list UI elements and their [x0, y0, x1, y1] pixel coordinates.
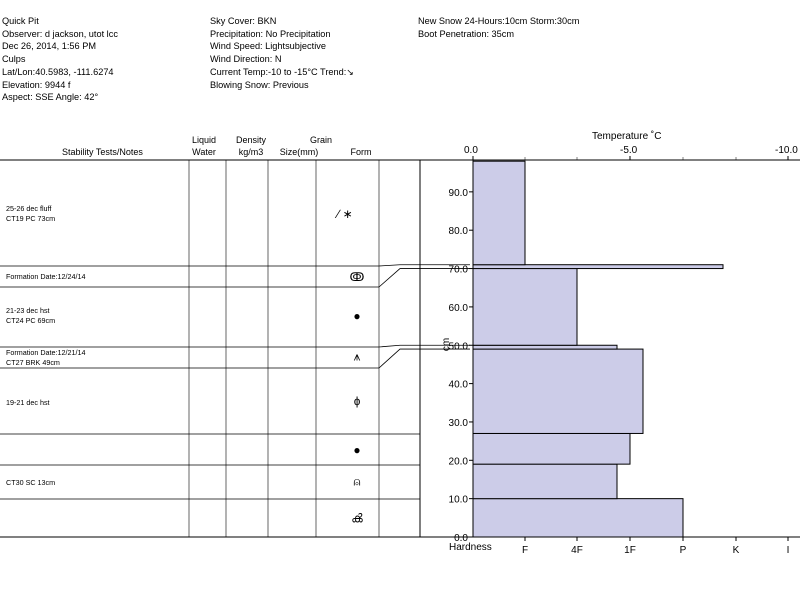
liquid-header-1: Liquid — [191, 135, 217, 145]
layer-note: CT30 SC 13cm — [6, 478, 56, 487]
grain-form-icon: ⩚ — [353, 349, 361, 364]
hardness-bar-0 — [473, 499, 683, 537]
location: Culps — [2, 54, 26, 65]
layer-note: 19-21 dec hst — [6, 398, 50, 407]
y-tick-label: 20.0 — [448, 456, 468, 468]
density-header-1: Density — [235, 135, 266, 145]
grain-form-icon: ∕ ∗ — [337, 207, 353, 221]
current-temp: Current Temp:-10 to -15°C Trend:↘ — [210, 66, 354, 77]
y-tick-label: 40.0 — [448, 379, 468, 391]
grain-form-icon: ● — [353, 443, 361, 457]
y-tick-label: 90.0 — [448, 187, 468, 199]
y-tick-label: 60.0 — [448, 302, 468, 314]
hardness-bar-2 — [473, 433, 630, 464]
form-header: Form — [350, 147, 372, 157]
sky-cover: Sky Cover: BKN — [210, 16, 277, 26]
y-tick-label: 10.0 — [448, 494, 468, 506]
y-axis-label: cm — [441, 337, 453, 352]
layer-note: CT27 BRK 49cm — [6, 358, 60, 367]
temp-tick-0: 0.0 — [464, 145, 478, 156]
layer-note: 25-26 dec fluff — [6, 204, 52, 213]
new-snow: New Snow 24-Hours:10cm Storm:30cm — [418, 16, 580, 26]
hardness-tick-label: K — [732, 545, 740, 556]
wind-direction: Wind Direction: N — [210, 54, 282, 65]
hardness-bar-7 — [473, 161, 525, 265]
grain-header-1: Grain — [309, 135, 332, 145]
hardness-tick-label: 1F — [624, 545, 636, 556]
wind-speed: Wind Speed: Lightsubjective — [210, 41, 326, 52]
grain-form-icon: ⍝ — [353, 474, 361, 489]
density-header-2: kg/m3 — [238, 147, 264, 157]
blowing-snow: Blowing Snow: Previous — [210, 79, 309, 90]
temp-tick-2: -10.0 — [775, 145, 798, 156]
liquid-header-2: Water — [192, 147, 216, 157]
hardness-label: Hardness — [449, 542, 492, 553]
y-tick-label: 80.0 — [448, 226, 468, 238]
grain-form-icon: ● — [353, 309, 361, 323]
grain-header-2: Size(mm) — [279, 147, 319, 157]
aspect: Aspect: SSE Angle: 42° — [2, 92, 99, 103]
y-tick-label: 70.0 — [448, 264, 468, 276]
boot-penetration: Boot Penetration: 35cm — [418, 28, 515, 39]
observer: Observer: d jackson, utot lcc — [2, 28, 118, 39]
hardness-tick-label: P — [679, 545, 687, 556]
hardness-tick-label: F — [521, 545, 529, 556]
precipitation: Precipitation: No Precipitation — [210, 28, 331, 39]
layer-note: Formation Date:12/24/14 — [6, 272, 86, 281]
elevation: Elevation: 9944 f — [2, 79, 71, 90]
grain-form-icon: ↂ — [349, 270, 365, 284]
lat-lon: Lat/Lon:40.5983, -111.6274 — [2, 66, 114, 77]
hardness-tick-label: I — [786, 545, 790, 556]
hardness-bar-3 — [473, 349, 643, 433]
y-tick-label: 30.0 — [448, 417, 468, 429]
date: Dec 26, 2014, 1:56 PM — [2, 41, 96, 52]
hardness-tick-label: 4F — [571, 545, 583, 556]
hardness-bar-6 — [473, 265, 723, 269]
layer-note: CT19 PC 73cm — [6, 214, 56, 223]
grain-form-icon: ൿ — [351, 511, 363, 526]
y-tick-label: 0.0 — [454, 533, 468, 544]
hardness-bar-1 — [473, 464, 617, 499]
stability-header: Stability Tests/Notes — [62, 147, 143, 157]
layer-note: CT24 PC 69cm — [6, 316, 56, 325]
grain-form-icon: ɸ — [353, 394, 361, 408]
layer-note: Formation Date:12/21/14 — [6, 348, 86, 357]
pit-title: Quick Pit — [2, 16, 39, 26]
hardness-bar-4 — [473, 345, 617, 349]
hardness-bar-5 — [473, 269, 577, 346]
chart-title: Temperature ˚C — [592, 131, 662, 142]
layer-note: 21-23 dec hst — [6, 306, 50, 315]
temp-tick-1: -5.0 — [620, 145, 638, 156]
y-tick-label: 50.0 — [448, 341, 468, 353]
